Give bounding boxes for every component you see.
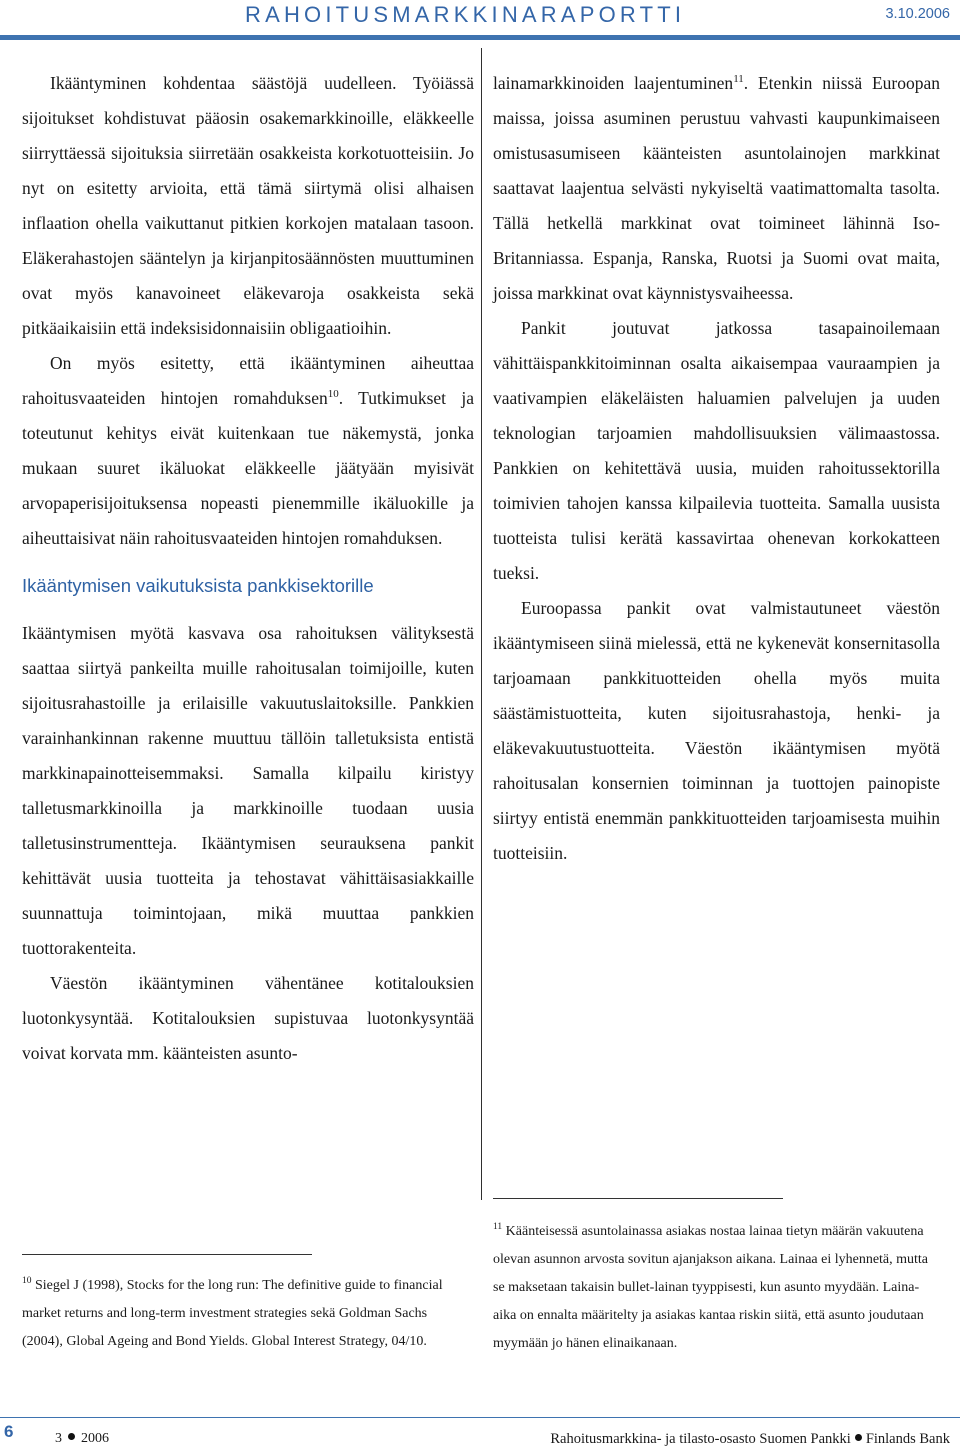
paragraph-text: On myös esitetty, että ikääntyminen aiheuttaa rahoitusvaateiden hintojen romahduksen <box>22 353 474 408</box>
footnote-text: Siegel J (1998), Stocks for the long run: The definitive guide to financial market returns and long-term investment strategies sekä Goldman Sachs (2004), Global Ageing and Bond Yields. Global Interest Strategy, 04/10. <box>22 1278 443 1349</box>
paragraph: Väestön ikääntyminen vähentänee kotitalouksien luotonkysyntää. Kotitalouksien supistuvaa luotonkysyntää voivat korvata mm. käänteisten asunto- <box>22 973 474 1063</box>
paragraph: Pankit joutuvat jatkossa tasapainoilemaan vähittäispankkitoiminnan osalta aikaisempaa vauraampien ja vaativampien eläkeläisten haluamien palvelujen ja uuden teknologian tarjoamien mahdollisuuksien välimaastossa. Pankkien on kehitettävä uusia, muiden rahoitussektorilla toimivien tahojen kanssa kilpailevia tuotteita. Samalla uusista tuotteista tulisi kerätä kassavirtaa ohenevan korkokatteen tueksi. <box>493 318 940 583</box>
paragraph-text: . Etenkin niissä Euroopan maissa, joissa asuminen perustuu vahvasti kaupunkimaiseen omistusasumiseen käänteisten asuntolainojen markkinat saattavat laajentua selvästi nykyiseltä vaatimattomalta tasolta. Tällä hetkellä markkinat ovat toimineet lähinnä Iso-Britanniassa. Espanja, Ranska, Ruotsi ja Suomi ovat maita, joissa markkinat ovat käynnistysvaiheessa. <box>493 73 941 303</box>
footnote-ref-11[interactable]: 11 <box>733 73 744 85</box>
paragraph-text: . Tutkimukset ja toteutunut kehitys eivät kuitenkaan tue näkemystä, jonka mukaan suuret ikäluokat eläkkeelle jäätyään myisivät arvopaperisijoituksensa nopeasti pienemmille ikäluokille ja aiheuttaisivat näin rahoitusvaateiden hintojen romahduksen. <box>22 388 474 548</box>
issue-number: 3 <box>55 1431 62 1446</box>
footnote-11 <box>493 1218 938 1358</box>
issue-label <box>55 1431 109 1447</box>
header-rule <box>0 35 960 40</box>
footer-rule <box>0 1417 960 1418</box>
column-divider <box>481 48 482 1200</box>
paragraph <box>22 346 474 556</box>
report-date: 3.10.2006 <box>885 6 950 22</box>
publisher-label <box>550 1431 950 1448</box>
bullet-icon <box>68 1433 75 1440</box>
footnote-rule <box>22 1254 312 1255</box>
paragraph <box>493 66 940 311</box>
paragraph: Ikääntyminen kohdentaa säästöjä uudelleen. Työiässä sijoitukset kohdistuvat pääosin osakemarkkinoille, eläkkeelle siirryttäessä sijoituksia siirretään osakkeista korkotuotteisiin. Jo nyt on esitetty arvioita, että tämä siirtymä olisi alhaisen inflaation ohella vaikuttanut pitkien korkojen matalaan tasoon. Eläkerahastojen sääntelyn ja kirjanpitosäännösten muuttuminen ovat myös kanavoineet eläkevaroja osakkeista sekä pitkäaikaisiin että indeksisidonnaisiin obligaatioihin. <box>22 73 474 338</box>
report-title: RAHOITUSMARKKINARAPORTTI <box>245 2 686 27</box>
bullet-icon <box>855 1434 862 1441</box>
publisher-name-swedish: Finlands Bank <box>865 1431 950 1447</box>
paragraph: Euroopassa pankit ovat valmistautuneet väestön ikääntymiseen siinä mielessä, että ne kykenevät konsernitasolla tarjoamaan pankkituotteiden ohella myös muita säästämistuotteita, kuten sijoitusrahastoja, henki- ja eläkevakuutustuotteita. Väestön ikääntymisen myötä rahoitusalan konsernien toiminnan ja tuottojen painopiste siirtyy entistä enemmän pankkituotteiden tarjoamisesta muihin tuotteisiin. <box>493 598 940 863</box>
page-number: 6 <box>4 1422 14 1441</box>
section-heading: Ikääntymisen vaikutuksista pankkisektorille <box>22 575 374 596</box>
footnote-10 <box>22 1272 462 1356</box>
page-header <box>0 0 960 40</box>
publisher-name: Rahoitusmarkkina- ja tilasto-osasto Suomen Pankki <box>550 1431 851 1447</box>
paragraph: Ikääntymisen myötä kasvava osa rahoituksen välityksestä saattaa siirtyä pankeilta muille rahoitusalan toimijoille, kuten sijoitusrahastoille ja erilaisille vakuutuslaitoksille. Pankkien varainhankinnan rakenne muuttuu tällöin talletuksista entistä markkinapainotteisemmaksi. Samalla kilpailu kiristyy talletusmarkkinoilla ja markkinoille tuodaan uusia talletusinstrumentteja. Ikääntymisen seurauksena pankit kehittävät uusia tuotteita ja tehostavat vähittäisasiakkaille suunnattuja toimintojaan, mikä muuttaa pankkien tuottorakenteita. <box>22 623 474 958</box>
footnote-rule <box>493 1198 783 1199</box>
right-column <box>493 66 940 871</box>
footnote-number: 10 <box>22 1276 32 1286</box>
footnote-number: 11 <box>493 1222 503 1232</box>
footnote-ref-10[interactable]: 10 <box>327 388 339 400</box>
left-column <box>22 66 474 1071</box>
paragraph-text: lainamarkkinoiden laajentuminen <box>493 73 734 93</box>
footnote-text: Käänteisessä asuntolainassa asiakas nostaa lainaa tietyn määrän vakuutena olevan asunnon arvosta sovitun ajanjakson aikana. Lainaa ei lyhennetä, mutta se maksetaan takaisin bullet-lainan tyyppisesti, kun asunto myydään. Laina-aika on ennalta määritelty ja asiakas kantaa riskin siitä, että asunto joudutaan myymään jo hänen elinaikanaan. <box>493 1224 929 1351</box>
issue-year: 2006 <box>81 1431 109 1446</box>
